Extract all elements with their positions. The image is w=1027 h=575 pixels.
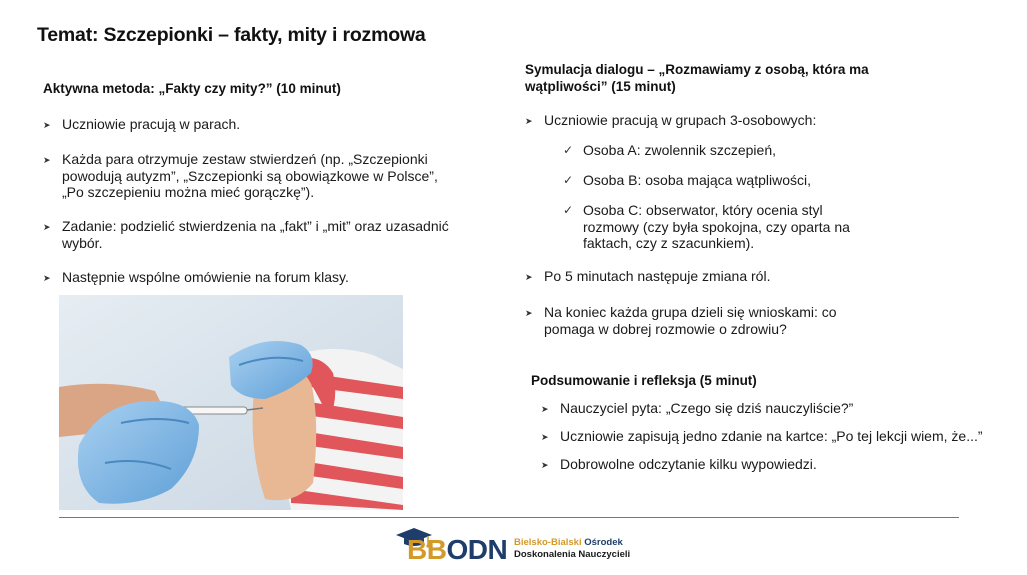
right-heading: Symulacja dialogu – „Rozmawiamy z osobą, która ma wątpliwości” (15 minut) [525,62,869,94]
list-item: ➤ Każda para otrzymuje zestaw stwierdzeń (np. „Szczepionki powodują autyzm”, „Szczepionki są obowiązkowe w Polsce”, „Po szczepieniu można mieć gorączkę”). [43,151,438,200]
role-item: ✓ Osoba B: osoba mająca wątpliwości, [563,172,811,188]
arrow-bullet-icon: ➤ [43,155,51,165]
list-item: ➤ Następnie wspólne omówienie na forum klasy. [43,269,349,285]
list-item: ➤ Uczniowie zapisują jedno zdanie na kartce: „Po tej lekcji wiem, że...” [541,428,983,444]
role-item: ✓ Osoba C: obserwator, który ocenia styl rozmowy (czy była spokojna, czy oparta na faktach, czy z szacunkiem). [563,202,850,251]
page-title: Temat: Szczepionki – fakty, mity i rozmowa [37,24,426,46]
arrow-bullet-icon: ➤ [43,120,51,130]
check-bullet-icon: ✓ [563,143,574,157]
summary-heading: Podsumowanie i refleksja (5 minut) [531,373,757,388]
list-item: ➤ Zadanie: podzielić stwierdzenia na „fakt” i „mit” oraz uzasadnić wybór. [43,218,449,251]
logo-subtitle-line1: Bielsko-Bialski Ośrodek [514,537,623,548]
arrow-bullet-icon: ➤ [541,460,549,470]
logo-subtitle-line2: Doskonalenia Nauczycieli [514,549,631,560]
arrow-bullet-icon: ➤ [525,116,533,126]
role-item: ✓ Osoba A: zwolennik szczepień, [563,142,776,158]
logo-wordmark: BBODN [407,534,508,565]
list-item: ➤ Po 5 minutach następuje zmiana ról. [525,268,771,284]
list-item: ➤ Na koniec każda grupa dzieli się wnioskami: co pomaga w dobrej rozmowie o zdrowiu? [525,304,837,337]
footer-divider [59,517,959,518]
arrow-bullet-icon: ➤ [43,222,51,232]
list-item: ➤ Nauczyciel pyta: „Czego się dziś nauczyliście?” [541,400,854,416]
arrow-bullet-icon: ➤ [43,273,51,283]
arrow-bullet-icon: ➤ [525,308,533,318]
list-item: ➤ Uczniowie pracują w grupach 3-osobowych: [525,112,817,128]
vaccination-photo [59,295,403,510]
list-item: ➤ Uczniowie pracują w parach. [43,116,241,132]
arrow-bullet-icon: ➤ [541,404,549,414]
arrow-bullet-icon: ➤ [525,272,533,282]
check-bullet-icon: ✓ [563,173,574,187]
left-heading: Aktywna metoda: „Fakty czy mity?” (10 minut) [43,81,341,96]
bbodn-logo [392,524,652,572]
check-bullet-icon: ✓ [563,203,574,217]
arrow-bullet-icon: ➤ [541,432,549,442]
list-item: ➤ Dobrowolne odczytanie kilku wypowiedzi. [541,456,817,472]
